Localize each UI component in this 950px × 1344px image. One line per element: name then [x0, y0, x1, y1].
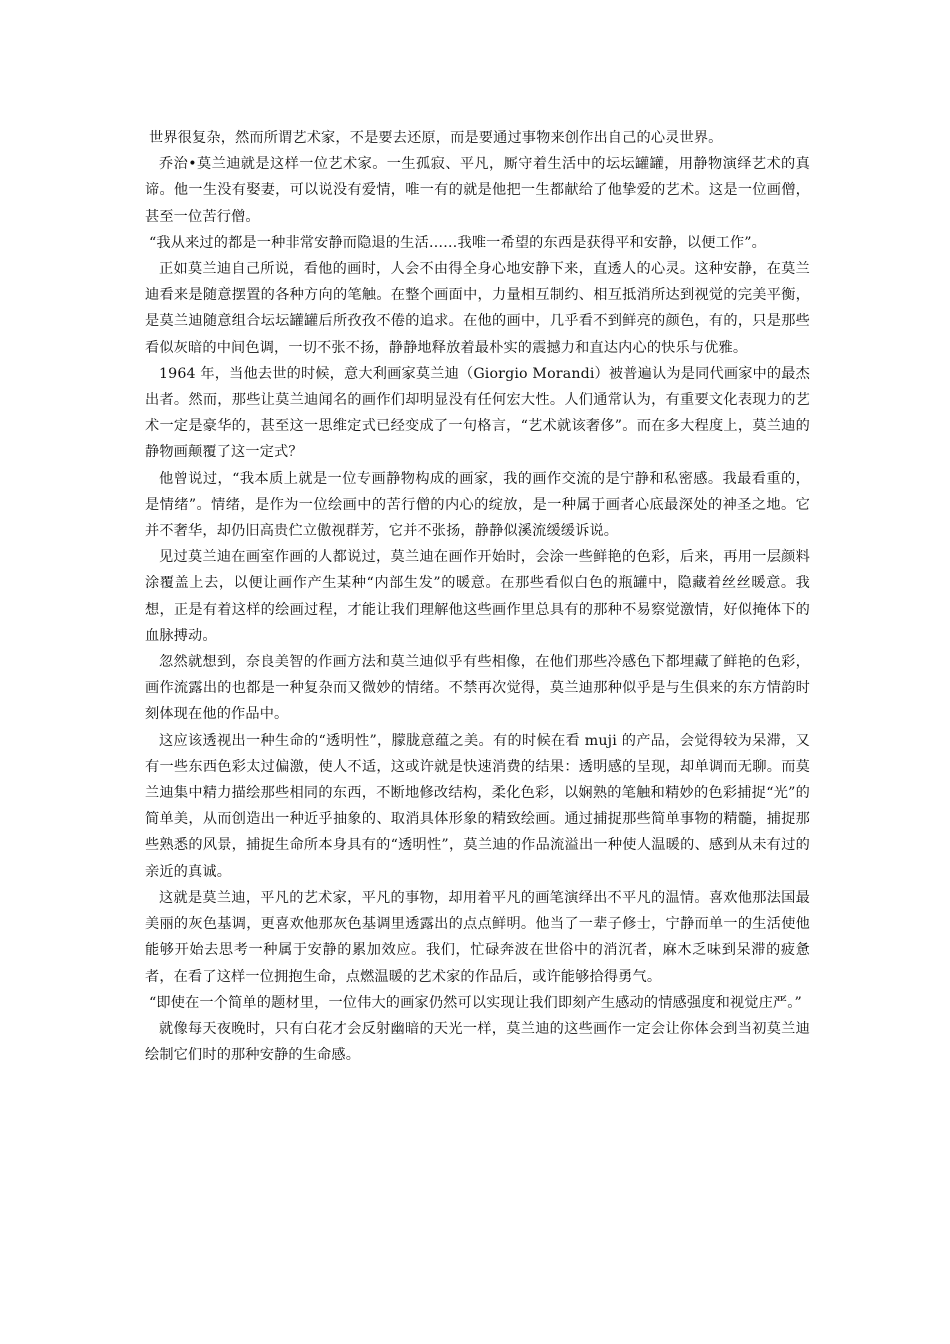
- quote-paragraph-2: “即使在一个简单的题材里，一位伟大的画家仍然可以实现让我们即刻产生感动的情感强度和视觉庄严。”: [149, 994, 802, 1011]
- document-page: [145, 125, 810, 1068]
- paragraph-8: 这应该透视出一种生命的“透明性”，朦胧意蕴之美。有的时候在看 muji 的产品，会觉得较为呆滞，又有一些东西色彩太过偏激，使人不适，这或许就是快速消费的结果：透明感的呈现，却单调而无聊。而莫兰迪集中精力描绘那些相同的东西，不断地修改结构，柔化色彩，以娴熟的笔触和精妙的色彩捕捉“光”的简单美，从而创造出一种近乎抽象的、取消具体形象的精致绘画。通过捕捉那些简单事物的精髓，捕捉那些熟悉的风景，捕捉生命所本身具有的“透明性”，莫兰迪的作品流溢出一种使人温暖的、感到从未有过的亲近的真诚。: [145, 732, 810, 880]
- quote-paragraph-1: “我从来过的都是一种非常安静而隐退的生活……我唯一希望的东西是获得平和安静，以便工作”。: [149, 234, 766, 251]
- paragraph-9: 这就是莫兰迪，平凡的艺术家，平凡的事物，却用着平凡的画笔演绎出不平凡的温情。喜欢他那法国最美丽的灰色基调，更喜欢他那灰色基调里透露出的点点鲜明。他当了一辈子修士，宁静而单一的生活使他能够开始去思考一种属于安静的累加效应。我们，忙碌奔波在世俗中的消沉者，麻木乏味到呆滞的疲惫者，在看了这样一位拥抱生命，点燃温暖的艺术家的作品后，或许能够拾得勇气。: [145, 889, 810, 985]
- paragraph-4: 1964 年，当他去世的时候，意大利画家莫兰迪（Giorgio Morandi）被普遍认为是同代画家中的最杰出者。然而，那些让莫兰迪闻名的画作们却明显没有任何宏大性。人们通常认为，有重要文化表现力的艺术一定是豪华的，甚至这一思维定式已经变成了一句格言，“艺术就该奢侈”。而在多大程度上，莫兰迪的静物画颠覆了这一定式？: [145, 365, 810, 461]
- paragraph-6: 见过莫兰迪在画室作画的人都说过，莫兰迪在画作开始时，会涂一些鲜艳的色彩，后来，再用一层颜料涂覆盖上去，以便让画作产生某种“内部生发”的暖意。在那些看似白色的瓶罐中，隐藏着丝丝暖意。我想，正是有着这样的绘画过程，才能让我们理解他这些画作里总具有的那种不易察觉激情，好似掩体下的血脉搏动。: [145, 549, 810, 644]
- paragraph-3: 正如莫兰迪自己所说，看他的画时，人会不由得全身心地安静下来，直透人的心灵。这种安静，在莫兰迪看来是随意摆置的各种方向的笔触。在整个画面中，力量相互制约、相互抵消所达到视觉的完美平衡，是莫兰迪随意组合坛坛罐罐后所孜孜不倦的追求。在他的画中，几乎看不到鲜亮的颜色，有的，只是那些看似灰暗的中间色调，一切不张不扬，静静地释放着最朴实的震撼力和直达内心的快乐与优雅。: [145, 261, 810, 356]
- paragraph-7: 忽然就想到，奈良美智的作画方法和莫兰迪似乎有些相像，在他们那些冷感色下都埋藏了鲜艳的色彩，画作流露出的也都是一种复杂而又微妙的情绪。不禁再次觉得，莫兰迪那种似乎是与生俱来的东方情韵时刻体现在他的作品中。: [145, 654, 810, 723]
- paragraph-10: 就像每天夜晚时，只有白花才会反射幽暗的天光一样，莫兰迪的这些画作一定会让你体会到当初莫兰迪绘制它们时的那种安静的生命感。: [145, 1020, 810, 1064]
- paragraph-5: 他曾说过，“我本质上就是一位专画静物构成的画家，我的画作交流的是宁静和私密感。我最看重的，是情绪”。情绪，是作为一位绘画中的苦行僧的内心的绽放，是一种属于画者心底最深处的神圣之地。它并不奢华，却仍旧高贵伫立傲视群芳，它并不张扬，静静似溪流缓缓诉说。: [145, 470, 810, 540]
- paragraph-1: 世界很复杂，然而所谓艺术家，不是要去还原，而是要通过事物来创作出自己的心灵世界。: [149, 130, 723, 146]
- paragraph-2: 乔治•莫兰迪就是这样一位艺术家。一生孤寂、平凡，厮守着生活中的坛坛罐罐，用静物演绎艺术的真谛。他一生没有娶妻，可以说没有爱情，唯一有的就是他把一生都献给了他挚爱的艺术。这是一位画僧，甚至一位苦行僧。: [145, 156, 810, 225]
